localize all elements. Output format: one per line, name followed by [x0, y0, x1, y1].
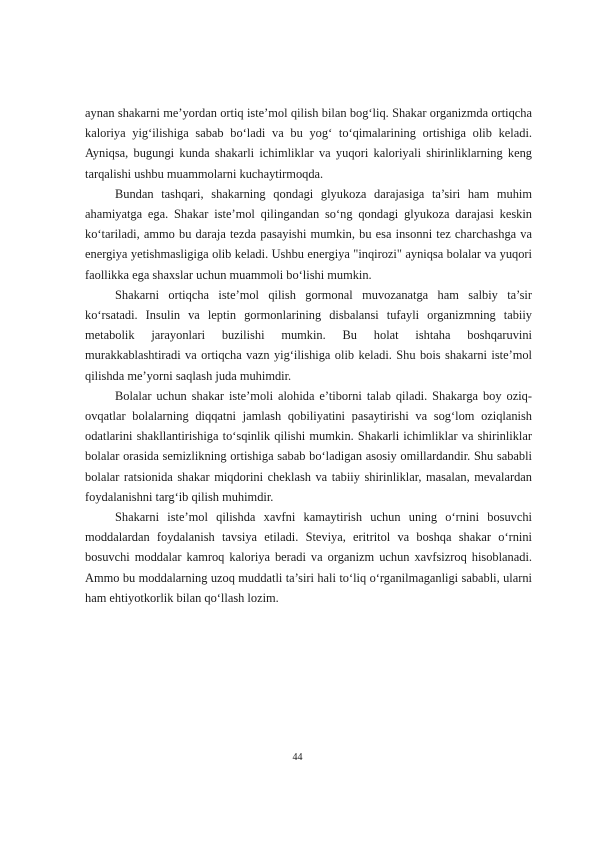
- paragraph-1: aynan shakarni me’yordan ortiq iste’mol qilish bilan bog‘liq. Shakar organizmda ortiqcha kaloriya yig‘ilishiga sabab bo‘ladi va bu yog‘ to‘qimalarining ortishiga olib keladi. Ayniqsa, bugungi kunda shakarli ichimliklar va yuqori kaloriyali shirinliklarning keng tarqalishi ushbu muammolarni kuchaytirmoqda.: [85, 106, 532, 181]
- body-text: [85, 103, 532, 608]
- paragraph-4: Bolalar uchun shakar iste’moli alohida e’tiborni talab qiladi. Shakarga boy oziq-ovqatlar bolalarning diqqatni jamlash qobiliyatini pasaytirishi va sog‘lom oziqlanish odatlarini shakllantirishiga to‘sqinlik qilishi mumkin. Shakarli ichimliklar va shirinliklar bolalar orasida semizlikning ortishiga sabab bo‘ladigan asosiy omillardandir. Shu sababli bolalar ratsionida shakar miqdorini cheklash va tabiiy shirinliklar, masalan, mevalardan foydalanishni targ‘ib qilish muhimdir.: [85, 388, 532, 504]
- paragraph-2: Bundan tashqari, shakarning qondagi glyukoza darajasiga ta’siri ham muhim ahamiyatga ega. Shakar iste’mol qilingandan so‘ng qondagi glyukoza darajasi keskin ko‘tariladi, ammo bu daraja tezda pasayishi mumkin, bu esa insonni tez charchashga va energiya yetishmasligiga olib keladi. Ushbu energiya "inqirozi" ayniqsa bolalar va yuqori faollikka ega shaxslar uchun muammoli bo‘lishi mumkin.: [85, 186, 532, 282]
- paragraph-5: Shakarni iste’mol qilishda xavfni kamaytirish uchun uning o‘rnini bosuvchi moddalardan foydalanish tavsiya etiladi. Steviya, eritritol va boshqa shakar o‘rnini bosuvchi moddalar kamroq kaloriya beradi va organizm uchun xavfsizroq hisoblanadi. Ammo bu moddalarning uzoq muddatli ta’siri hali to‘liq o‘rganilmaganligi sababli, ularni ham ehtiyotkorlik bilan qo‘llash lozim.: [85, 510, 532, 605]
- paragraph-3: Shakarni ortiqcha iste’mol qilish gormonal muvozanatga ham salbiy ta’sir ko‘rsatadi. Insulin va leptin gormonlarining disbalansi tufayli organizmning tabiiy metabolik jarayonlari buzilishi mumkin. Bu holat ishtaha boshqaruvini murakkablashtiradi va ortiqcha vazn yig‘ilishiga olib keladi. Shu bois shakarni iste’mol qilishda me’yorni saqlash juda muhimdir.: [85, 287, 532, 383]
- page-number: 44: [292, 752, 303, 763]
